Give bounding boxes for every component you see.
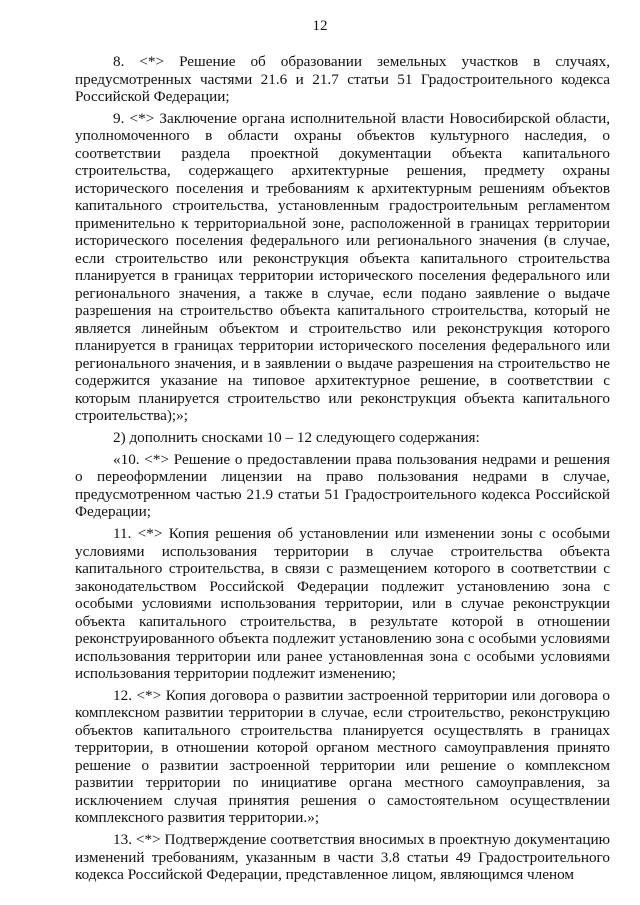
paragraph-footnote-9: 9. <*> Заключение органа исполнительной власти Новосибирской области, уполномоченного в области охраны объектов культурного наследия, о соответствии раздела проектной документации объекта капитального строительства, содержащего архитектурные решения, предмету охраны исторического поселения и требованиям к архитектурным решениям объектов капитального строительства, установленным градостроительным регламентом применительно к территориальной зоне, расположенной в границах территории исторического поселения федерального или регионального значения (в случае, если строительство или реконструкция объекта капитального строительства планируется в границах территории исторического поселения федерального или регионального значения, а также в случае, если подано заявление о выдаче разрешения на строительство объекта капитального строительства, который не является линейным объектом и строительство или реконструкция которого планируется в границах территории исторического поселения федерального или регионального значения, и в заявлении о выдаче разрешения на строительство не содержится указание на типовое архитектурное решение, в соответствии с которым планируется строительство или реконструкция объекта капитального строительства);»; (75, 109, 610, 425)
paragraph-footnote-12: 12. <*> Копия договора о развитии застроенной территории или договора о комплексном развитии территории в случае, если строительство, реконструкцию объектов капитального строительства планируется осуществлять в границах территории, в отношении которой органом местного самоуправления принято решение о развитии застроенной территории или решение о комплексном развитии территории по инициативе органа местного самоуправления, за исключением случая принятия решения о самостоятельном осуществлении комплексного развития территории.»; (75, 686, 610, 827)
paragraph-footnote-13: 13. <*> Подтверждение соответствия вносимых в проектную документацию изменений требованиям, указанным в части 3.8 статьи 49 Градостроительного кодекса Российской Федерации, представленное лицом, являющимся членом (75, 831, 610, 884)
document-body (75, 53, 610, 884)
paragraph-amendment-2: 2) дополнить сносками 10 – 12 следующего содержания: (113, 429, 480, 447)
paragraph-footnote-11: 11. <*> Копия решения об установлении или изменении зоны с особыми условиями использования территории в случае строительства объекта капитального строительства, в связи с размещением которого в соответствии с законодательством Российской Федерации подлежит установлению зона с особыми условиями использования территории, или в случае реконструкции объекта капитального строительства, в результате которой в отношении реконструированного объекта подлежит установлению зона с особыми условиями использования территории или ранее установленная зона с особыми условиями использования территории подлежит изменению; (75, 525, 610, 683)
paragraph-footnote-8: 8. <*> Решение об образовании земельных участков в случаях, предусмотренных частями 21.6 и 21.7 статьи 51 Градостроительного кодекса Российской Федерации; (75, 53, 610, 105)
page-number: 12 (312, 18, 328, 34)
paragraph-footnote-10: «10. <*> Решение о предоставлении права пользования недрами и решения о переоформлении лицензии на право пользования недрами в случае, предусмотренном частью 21.9 статьи 51 Градостроительного кодекса Российской Федерации; (75, 450, 610, 521)
